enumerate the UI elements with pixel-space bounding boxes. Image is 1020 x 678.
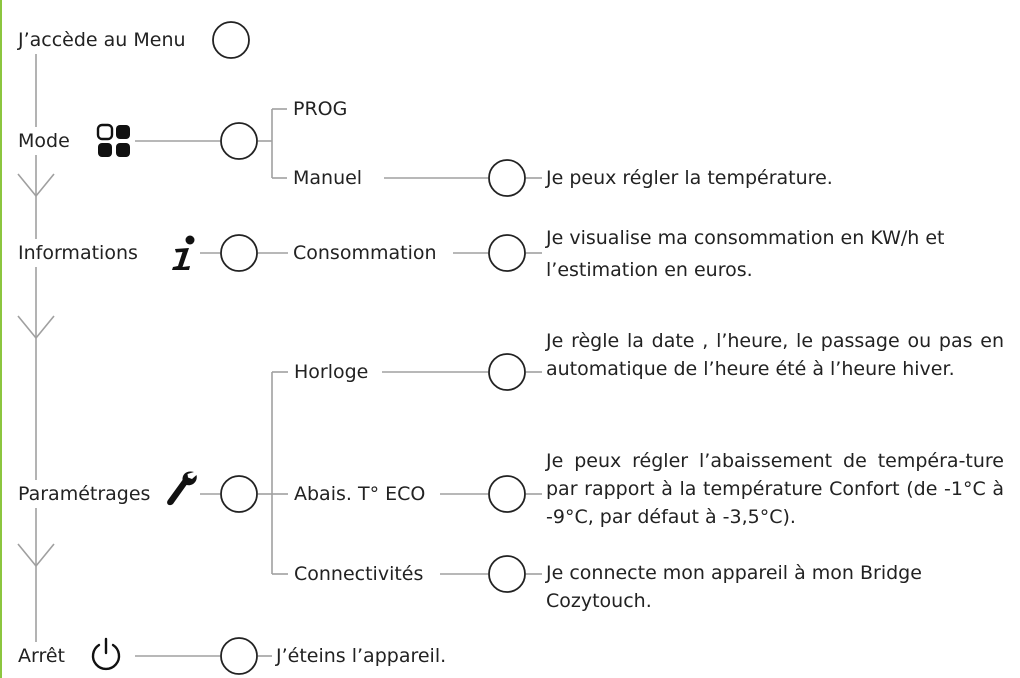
consommation-description-line2: l’estimation en euros. bbox=[546, 259, 753, 281]
button-circle-mode bbox=[221, 123, 257, 159]
power-icon bbox=[88, 636, 124, 672]
mode-grid-icon bbox=[96, 123, 132, 159]
button-circle-consommation bbox=[489, 235, 525, 271]
parametrages-label: Paramétrages bbox=[18, 480, 152, 508]
button-circle-connectivites bbox=[489, 556, 525, 592]
button-circle-informations bbox=[221, 235, 257, 271]
info-icon bbox=[166, 234, 200, 272]
abais-description: Je peux régler l’abaissement de tempéra-ture par rapport à la température Confort (de -1°C à -9°C, par défaut à -3,5°C). bbox=[546, 450, 1004, 528]
manuel-description: Je peux régler la température. bbox=[546, 167, 833, 189]
connectivites-description: Je connecte mon appareil à mon Bridge Cozytouch. bbox=[546, 562, 922, 612]
button-circle-menu bbox=[213, 22, 249, 58]
option-manuel: Manuel bbox=[293, 167, 363, 189]
option-abais-t-eco: Abais. T° ECO bbox=[294, 483, 426, 505]
arret-label: Arrêt bbox=[18, 642, 67, 670]
horloge-description: Je règle la date , l’heure, le passage ou pas en automatique de l’heure été à l’heure hiver. bbox=[546, 330, 1004, 380]
button-circle-arret bbox=[221, 638, 257, 674]
consommation-description-line1: Je visualise ma consommation en KW/h et bbox=[546, 227, 945, 249]
mode-label: Mode bbox=[18, 127, 72, 155]
option-consommation: Consommation bbox=[293, 242, 437, 264]
button-circle-abais bbox=[489, 476, 525, 512]
option-connectivites: Connectivités bbox=[294, 563, 424, 585]
wrench-icon bbox=[164, 469, 200, 509]
option-horloge: Horloge bbox=[294, 361, 369, 383]
button-circle-horloge bbox=[489, 354, 525, 390]
option-prog: PROG bbox=[293, 98, 348, 120]
button-circle-manuel bbox=[489, 160, 525, 196]
informations-label: Informations bbox=[18, 239, 140, 267]
menu-label: J’accède au Menu bbox=[18, 26, 188, 54]
arret-description: J’éteins l’appareil. bbox=[276, 645, 447, 667]
button-circle-parametrages bbox=[221, 476, 257, 512]
